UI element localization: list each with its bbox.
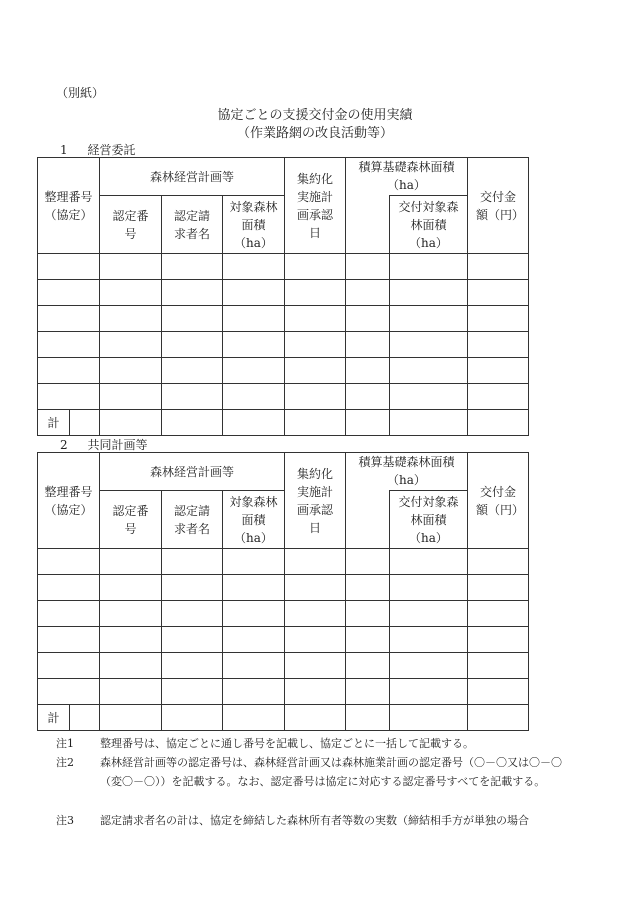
header-nintei-seikyusha: 認定請求者名 xyxy=(162,196,223,254)
table-row xyxy=(38,384,529,410)
note-text: 認定請求者名の計は、協定を締結した森林所有者等数の実数（締結相手方が単独の場合 xyxy=(100,814,529,827)
header-nintei-bangou: 認定番号 xyxy=(100,196,162,254)
header-nintei-seikyusha: 認定請求者名 xyxy=(162,491,223,549)
header-sekisan-kiso: 積算基礎森林面積（ha） xyxy=(346,158,468,196)
note-3 xyxy=(56,811,576,831)
header-seiri-bangou: 整理番号（協定） xyxy=(38,453,100,549)
header-shuyakuka: 集約化実施計画承認日 xyxy=(285,158,346,254)
note-label: 注1 xyxy=(56,737,74,750)
header-sekisan-kiso: 積算基礎森林面積（ha） xyxy=(346,453,468,491)
section-title: 共同計画等 xyxy=(87,438,148,452)
note-label: 注2 xyxy=(56,756,74,769)
section-number: 2 xyxy=(60,438,68,452)
page-title: 協定ごとの支援交付金の使用実績 xyxy=(217,108,413,123)
header-taisho-menseki: 対象森林面積（ha） xyxy=(223,196,285,254)
page-subtitle: （作業路網の改良活動等） xyxy=(236,126,393,141)
total-row xyxy=(38,410,529,436)
attachment-label: （別紙） xyxy=(56,86,105,100)
section-title: 経営委託 xyxy=(87,143,136,157)
header-kofukin: 交付金額（円） xyxy=(468,158,529,254)
header-spacer xyxy=(346,491,390,549)
header-kofukin: 交付金額（円） xyxy=(468,453,529,549)
table-row xyxy=(38,280,529,306)
total-label: 計 xyxy=(38,705,70,731)
header-shinrin-keiei-keikaku: 森林経営計画等 xyxy=(100,158,285,196)
note-text: 整理番号は、協定ごとに通し番号を記載し、協定ごとに一括して記載する。 xyxy=(100,737,474,750)
header-spacer xyxy=(346,196,390,254)
table-row xyxy=(38,549,529,575)
table-row xyxy=(38,627,529,653)
section-heading-2 xyxy=(60,436,147,453)
header-seiri-bangou: 整理番号（協定） xyxy=(38,158,100,254)
note-1 xyxy=(56,734,576,754)
header-kofu-taisho: 交付対象森林面積（ha） xyxy=(390,196,468,254)
table-row xyxy=(38,254,529,280)
total-row xyxy=(38,705,529,731)
table-row xyxy=(38,332,529,358)
usage-table-joint-plan xyxy=(37,452,529,731)
table-row xyxy=(38,306,529,332)
header-taisho-menseki: 対象森林面積（ha） xyxy=(223,491,285,549)
table-row xyxy=(38,601,529,627)
header-nintei-bangou: 認定番号 xyxy=(100,491,162,549)
section-heading-1 xyxy=(60,141,135,158)
note-label: 注3 xyxy=(56,814,74,827)
section-number: 1 xyxy=(60,143,68,157)
note-2 xyxy=(56,753,576,811)
table-row xyxy=(38,679,529,705)
note-text: 森林経営計画等の認定番号は、森林経営計画又は森林施業計画の認定番号（〇－〇又は〇－〇（変〇－〇））を記載する。なお、認定番号は協定に対応する認定番号すべてを記載する。 xyxy=(100,756,562,788)
header-kofu-taisho: 交付対象森林面積（ha） xyxy=(390,491,468,549)
header-shinrin-keiei-keikaku: 森林経営計画等 xyxy=(100,453,285,491)
total-label: 計 xyxy=(38,410,70,436)
table-row xyxy=(38,358,529,384)
table-row xyxy=(38,575,529,601)
header-shuyakuka: 集約化実施計画承認日 xyxy=(285,453,346,549)
usage-table-consignment xyxy=(37,157,529,436)
table-row xyxy=(38,653,529,679)
